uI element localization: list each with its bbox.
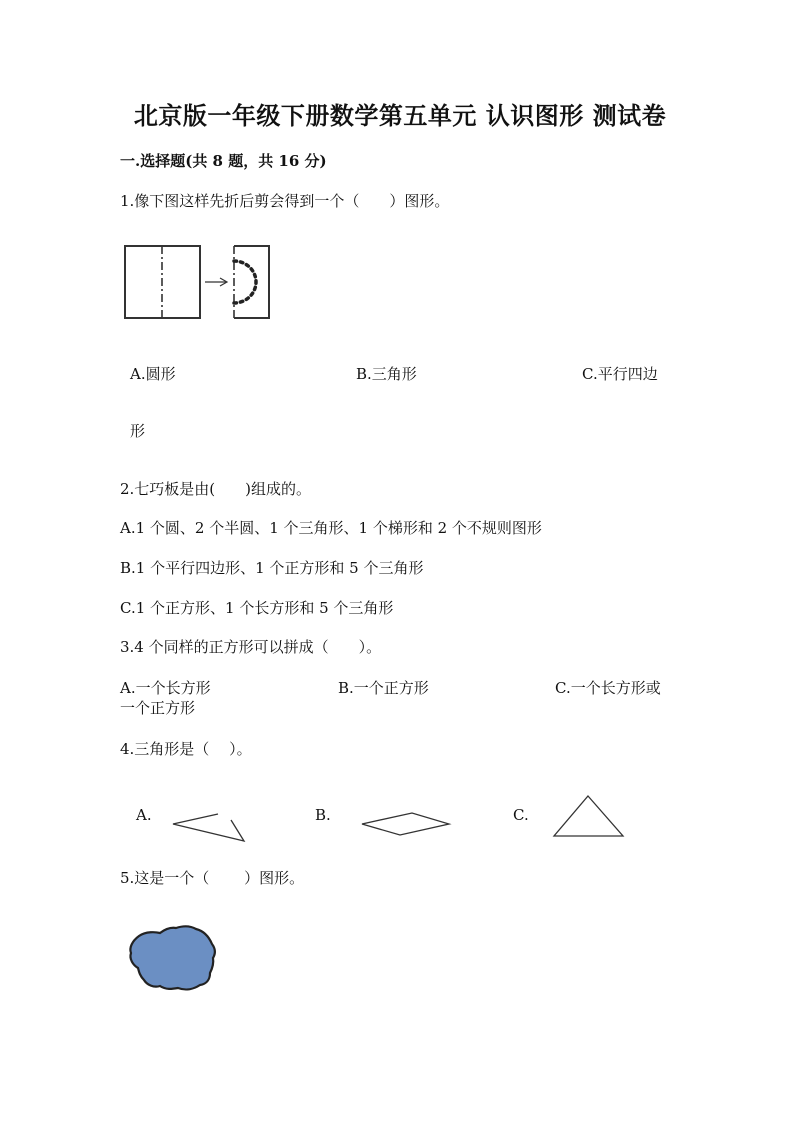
question-1-text: 1.像下图这样先折后剪会得到一个（ ）图形。 (120, 192, 450, 210)
q4-option-c[interactable]: C. (513, 806, 529, 824)
question-2-text: 2.七巧板是由( )组成的。 (120, 480, 312, 498)
q3-option-b[interactable]: B.一个正方形 (338, 679, 429, 697)
open-angle-shape (170, 810, 250, 846)
q3-option-a[interactable]: A.一个长方形 (120, 679, 211, 697)
section-heading: 一.选择题(共 8 题，共 16 分) (120, 152, 327, 170)
q1-option-c[interactable]: C.平行四边 (582, 365, 658, 383)
cut-semicircle (234, 261, 256, 303)
q1-option-c-wrap: 形 (130, 422, 146, 440)
question-3-text: 3.4 个同样的正方形可以拼成（ ）。 (120, 638, 382, 656)
folded-paper (234, 246, 269, 318)
triangle-shape (550, 793, 626, 839)
q3-option-c-wrap: 一个正方形 (120, 699, 196, 717)
q4-option-b[interactable]: B. (315, 806, 331, 824)
q1-option-b[interactable]: B.三角形 (356, 365, 417, 383)
q2-option-a[interactable]: A.1 个圆、2 个半圆、1 个三角形、1 个梯形和 2 个不规则图形 (120, 519, 542, 537)
q3-option-c[interactable]: C.一个长方形或 (555, 679, 661, 697)
question-4-text: 4.三角形是（ ）。 (120, 740, 252, 758)
page-title: 北京版一年级下册数学第五单元 认识图形 测试卷 (133, 102, 667, 130)
irregular-shape (126, 922, 220, 994)
q4-option-a[interactable]: A. (136, 806, 152, 824)
q1-option-a[interactable]: A.圆形 (130, 365, 176, 383)
rhombus-shape (360, 810, 452, 838)
fold-cut-diagram (120, 240, 280, 330)
q2-option-c[interactable]: C.1 个正方形、1 个长方形和 5 个三角形 (120, 599, 394, 617)
q2-option-b[interactable]: B.1 个平行四边形、1 个正方形和 5 个三角形 (120, 559, 424, 577)
question-5-text: 5.这是一个（ ）图形。 (120, 869, 305, 887)
